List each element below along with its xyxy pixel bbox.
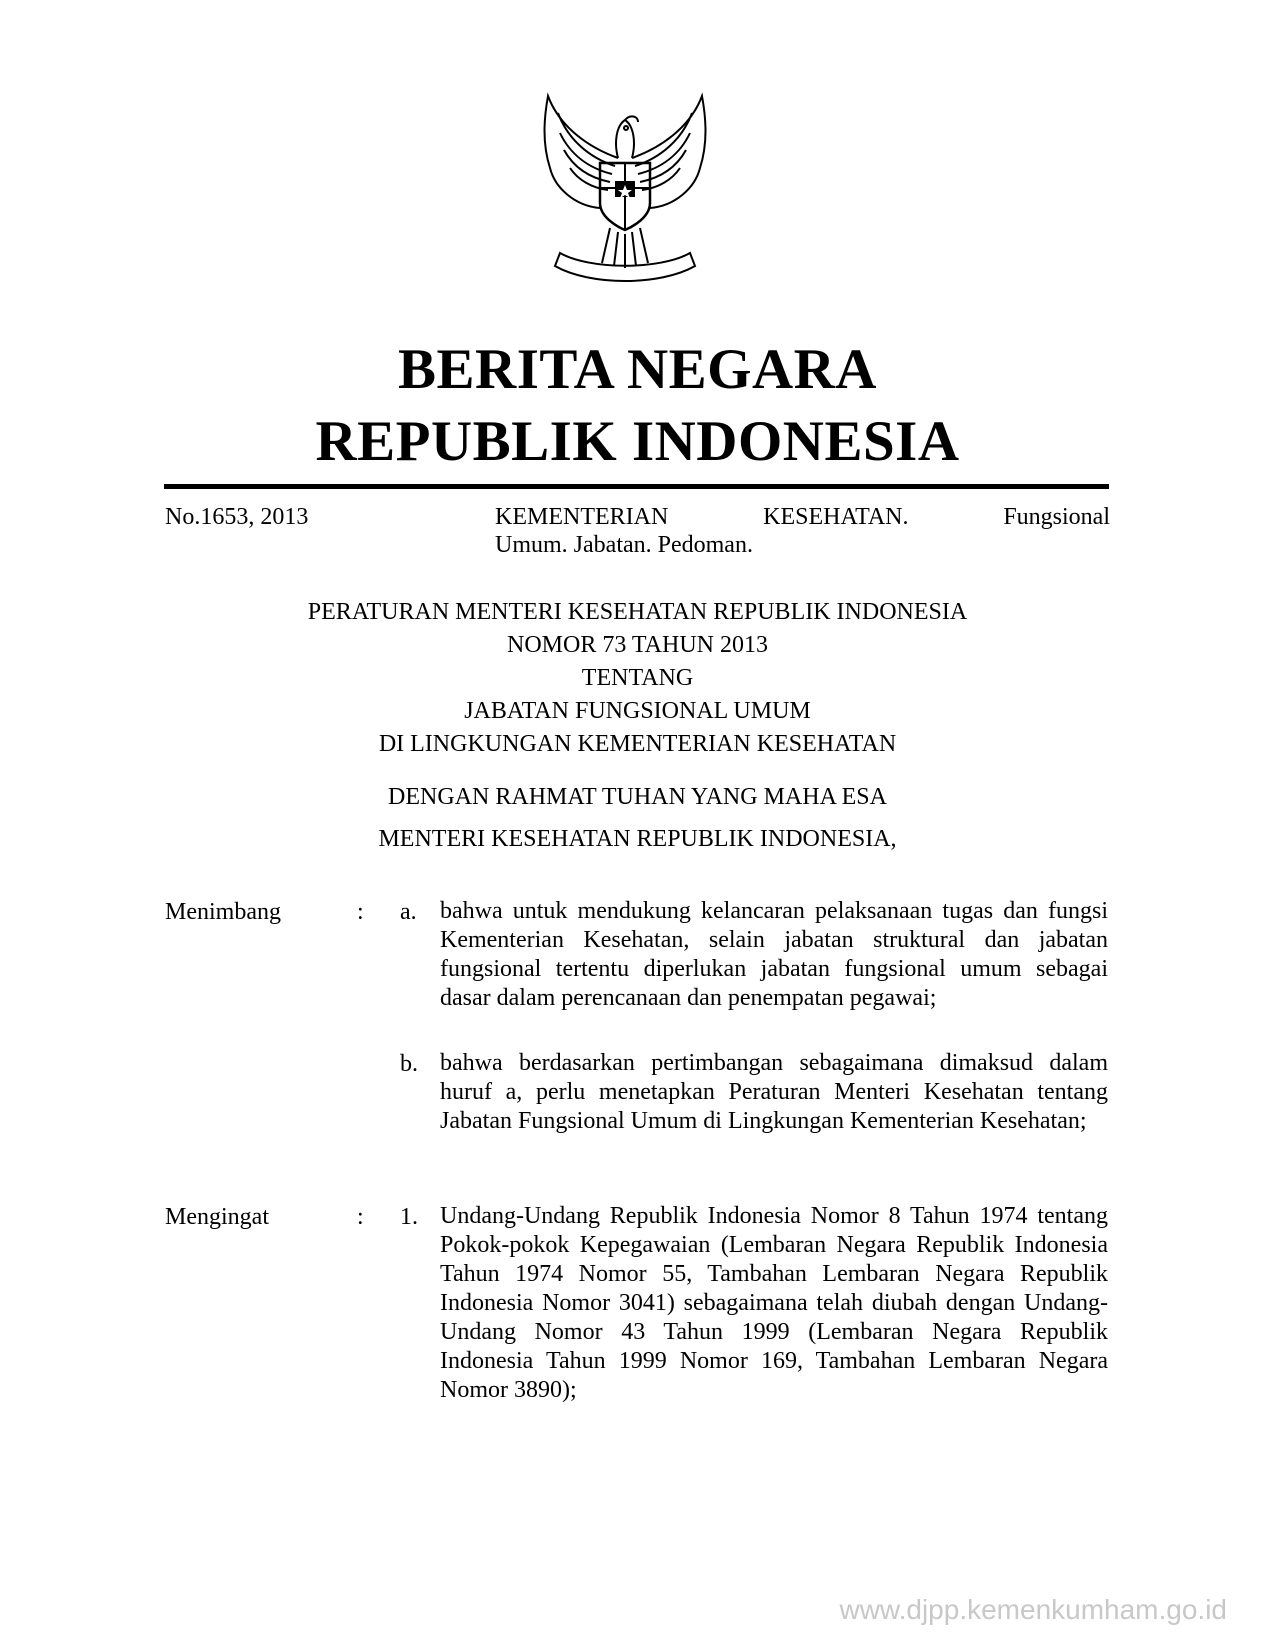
section-colon: :: [357, 1204, 364, 1230]
regulation-number: NOMOR 73 TAHUN 2013: [507, 632, 768, 658]
item-marker: b.: [400, 1051, 418, 1077]
gazette-subject-word: Fungsional: [1003, 504, 1110, 530]
footer-url: www.djpp.kemenkumham.go.id: [839, 1594, 1227, 1625]
item-marker: 1.: [400, 1204, 418, 1230]
regulation-subject: JABATAN FUNGSIONAL UMUM: [464, 698, 811, 724]
item-text: Undang-Undang Republik Indonesia Nomor 8 Tahun 1974 tentang Pokok-pokok Kepegawaian (Lembaran Negara Republik Indonesia Tahun 1974 Nomor 55, Tambahan Lembaran Negara Republik Indonesia Nomor 3041) sebagaimana telah diubah dengan Undang-Undang Nomor 43 Tahun 1999 (Lembaran Negara Republik Indonesia Tahun 1999 Nomor 169, Tambahan Lembaran Negara Nomor 3890);: [440, 1203, 1108, 1403]
masthead-title: BERITA NEGARA: [398, 338, 877, 401]
section-label-mengingat: Mengingat: [165, 1204, 269, 1230]
gazette-subject-word: KEMENTERIAN: [495, 504, 669, 530]
section-colon: :: [357, 899, 364, 925]
masthead-divider: [164, 484, 1109, 489]
gazette-number: No.1653, 2013: [165, 504, 309, 530]
item-text: bahwa berdasarkan pertimbangan sebagaimana dimaksud dalam huruf a, perlu menetapkan Peraturan Menteri Kesehatan tentang Jabatan Fungsional Umum di Lingkungan Kementerian Kesehatan;: [440, 1050, 1108, 1134]
regulation-title: PERATURAN MENTERI KESEHATAN REPUBLIK INDONESIA: [307, 599, 968, 625]
masthead-subtitle: REPUBLIK INDONESIA: [315, 410, 960, 473]
regulation-scope: DI LINGKUNGAN KEMENTERIAN KESEHATAN: [378, 731, 897, 757]
gazette-subject-line2: Umum. Jabatan. Pedoman.: [495, 532, 753, 558]
item-marker: a.: [400, 899, 417, 925]
regulation-tentang: TENTANG: [581, 665, 694, 691]
preamble-line: MENTERI KESEHATAN REPUBLIK INDONESIA,: [378, 826, 897, 852]
preamble-line: DENGAN RAHMAT TUHAN YANG MAHA ESA: [388, 784, 887, 810]
garuda-pancasila-emblem-icon: [530, 88, 720, 293]
section-label-menimbang: Menimbang: [165, 899, 281, 925]
gazette-subject: [495, 503, 1110, 559]
item-text: bahwa untuk mendukung kelancaran pelaksanaan tugas dan fungsi Kementerian Kesehatan, selain jabatan struktural dan jabatan fungsional tertentu diperlukan jabatan fungsional umum sebagai dasar dalam perencanaan dan penempatan pegawai;: [440, 898, 1108, 1011]
gazette-subject-word: KESEHATAN.: [763, 504, 909, 530]
